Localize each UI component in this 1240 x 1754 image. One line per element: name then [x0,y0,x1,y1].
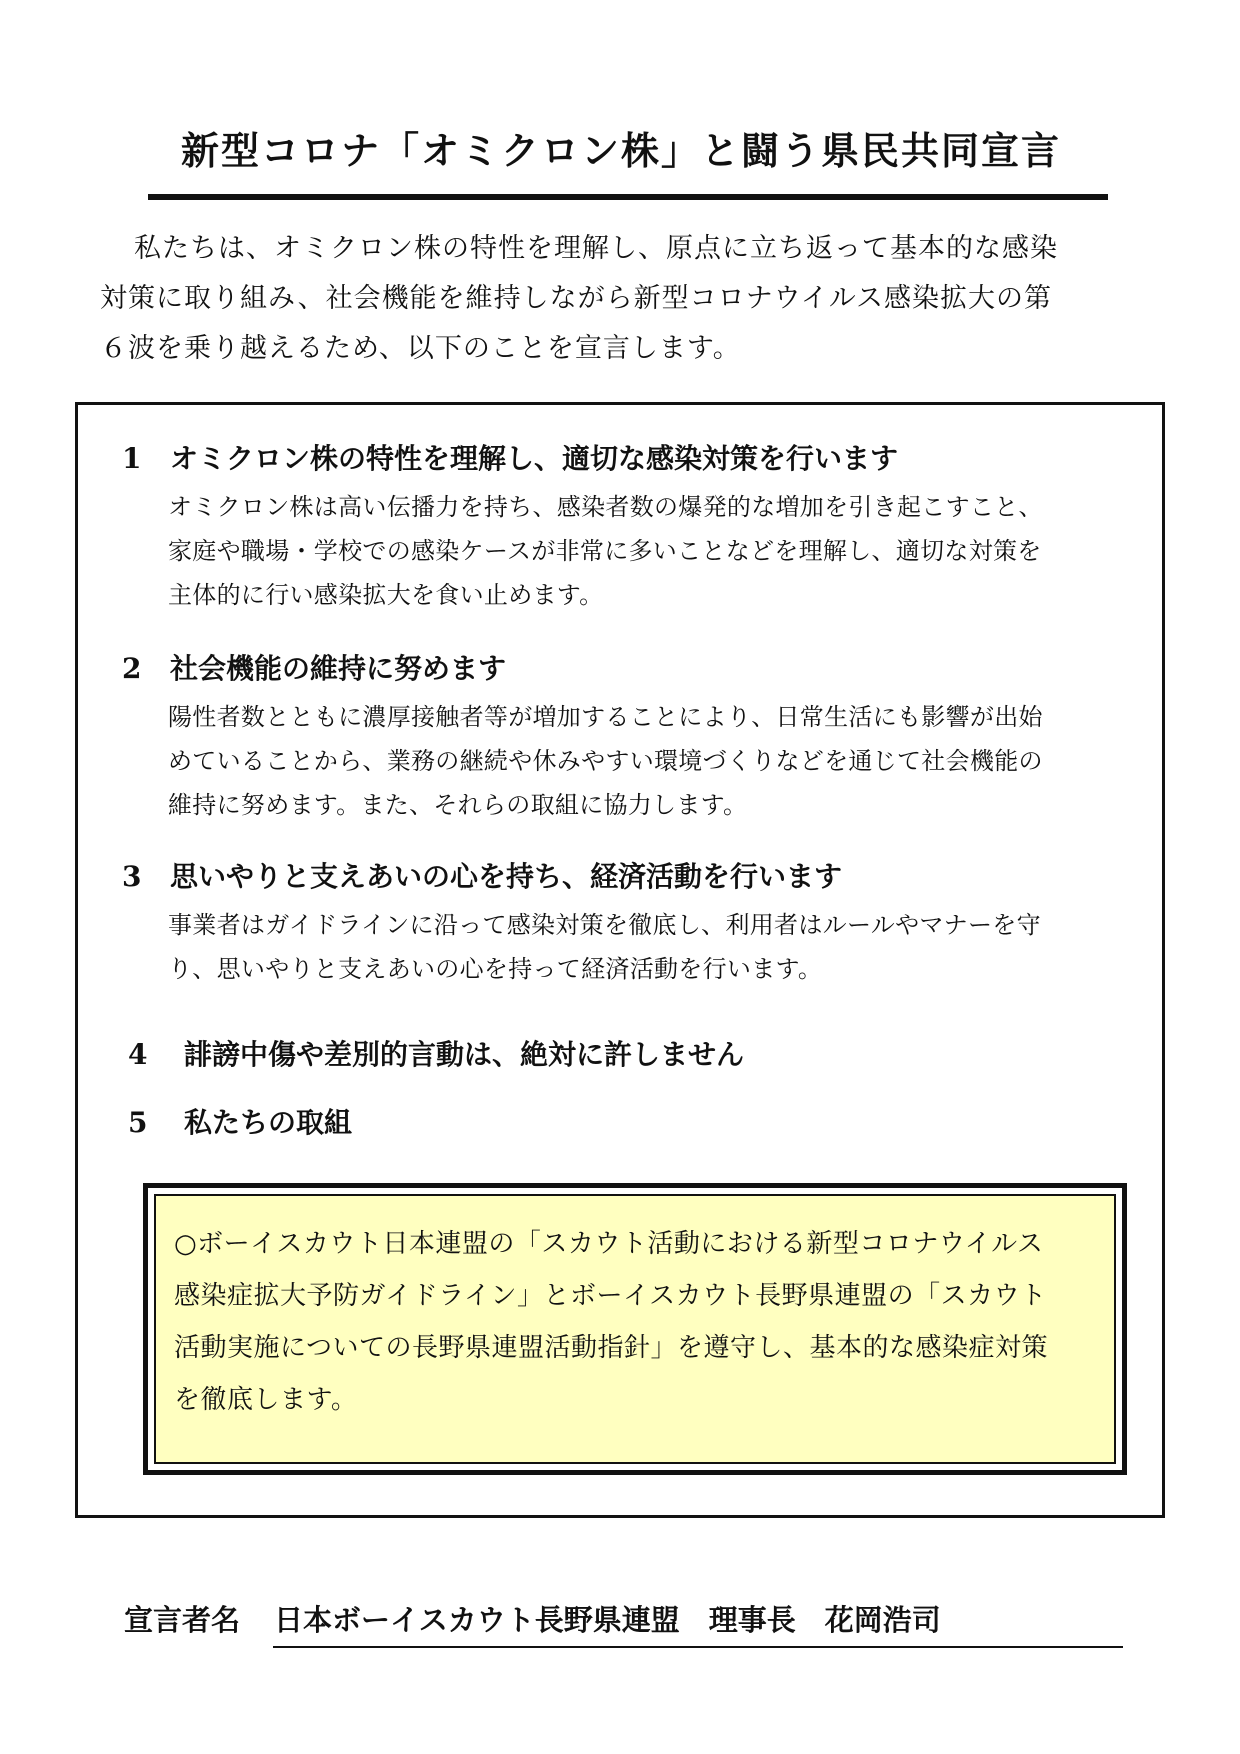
intro-line-1: 私たちは、オミクロン株の特性を理解し、原点に立ち返って基本的な感染 [134,233,1058,264]
item-3-body-line: 事業者はガイドラインに沿って感染対策を徹底し、利用者はルールやマナーを守 [168,911,1041,939]
item-4-heading [128,1037,744,1073]
commitment-line: ○ボーイスカウト日本連盟の「スカウト活動における新型コロナウイルス [174,1229,1044,1259]
item-3-body [168,903,1113,991]
commitment-box [143,1183,1127,1475]
declarer-label: 宣言者名 [124,1603,241,1637]
intro-paragraph [100,224,1150,374]
item-2-body [168,695,1113,827]
item-3-title: 思いやりと支えあいの心を持ち、経済活動を行います [170,860,843,893]
commitment-line: を徹底します。 [174,1385,358,1415]
item-2-body-line: 陽性者数とともに濃厚接触者等が増加することにより、日常生活にも影響が出始 [168,703,1043,731]
declarer-name: 日本ボーイスカウト長野県連盟 理事長 花岡浩司 [274,1603,941,1637]
item-5-number: 5 [128,1106,148,1139]
item-1-body-line: オミクロン株は高い伝播力を持ち、感染者数の爆発的な増加を引き起こすこと、 [168,493,1043,521]
item-2-body-line: めていることから、業務の継続や休みやすい環境づくりなどを通じて社会機能の [168,747,1043,775]
item-1-body-line: 主体的に行い感染拡大を食い止めます。 [168,581,604,609]
item-1-body [168,485,1113,617]
item-4-title: 誹謗中傷や差別的言動は、絶対に許しません [184,1038,745,1071]
signature-underline [273,1646,1123,1648]
item-2-heading [122,651,506,687]
item-2-body-line: 維持に努めます。また、それらの取組に協力します。 [168,791,748,819]
item-1-number: 1 [122,442,142,475]
item-1-body-line: 家庭や職場・学校での感染ケースが非常に多いことなどを理解し、適切な対策を [168,537,1042,565]
declarer-line [124,1598,941,1642]
intro-line-2: 対策に取り組み、社会機能を維持しながら新型コロナウイルス感染拡大の第 [100,283,1052,314]
commitment-line: 感染症拡大予防ガイドライン」とボーイスカウト長野県連盟の「スカウト [174,1281,1047,1311]
item-1-heading [122,441,898,477]
title-underline [148,194,1108,200]
item-3-number: 3 [122,860,142,893]
item-1-title: オミクロン株の特性を理解し、適切な感染対策を行います [170,442,899,475]
commitment-text [174,1218,1104,1426]
commitment-line: 活動実施についての長野県連盟活動指針」を遵守し、基本的な感染症対策 [174,1333,1048,1363]
page-title: 新型コロナ「オミクロン株」と闘う県民共同宣言 [180,129,1061,173]
item-2-number: 2 [122,652,142,685]
item-2-title: 社会機能の維持に努めます [170,652,507,685]
item-5-heading [128,1105,352,1141]
item-4-number: 4 [128,1038,148,1071]
item-3-heading [122,859,842,895]
intro-line-3: ６波を乗り越えるため、以下のことを宣言します。 [100,333,741,364]
item-3-body-line: り、思いやりと支えあいの心を持って経済活動を行います。 [168,955,823,983]
item-5-title: 私たちの取組 [184,1106,353,1139]
commitment-box-inner [154,1194,1116,1464]
